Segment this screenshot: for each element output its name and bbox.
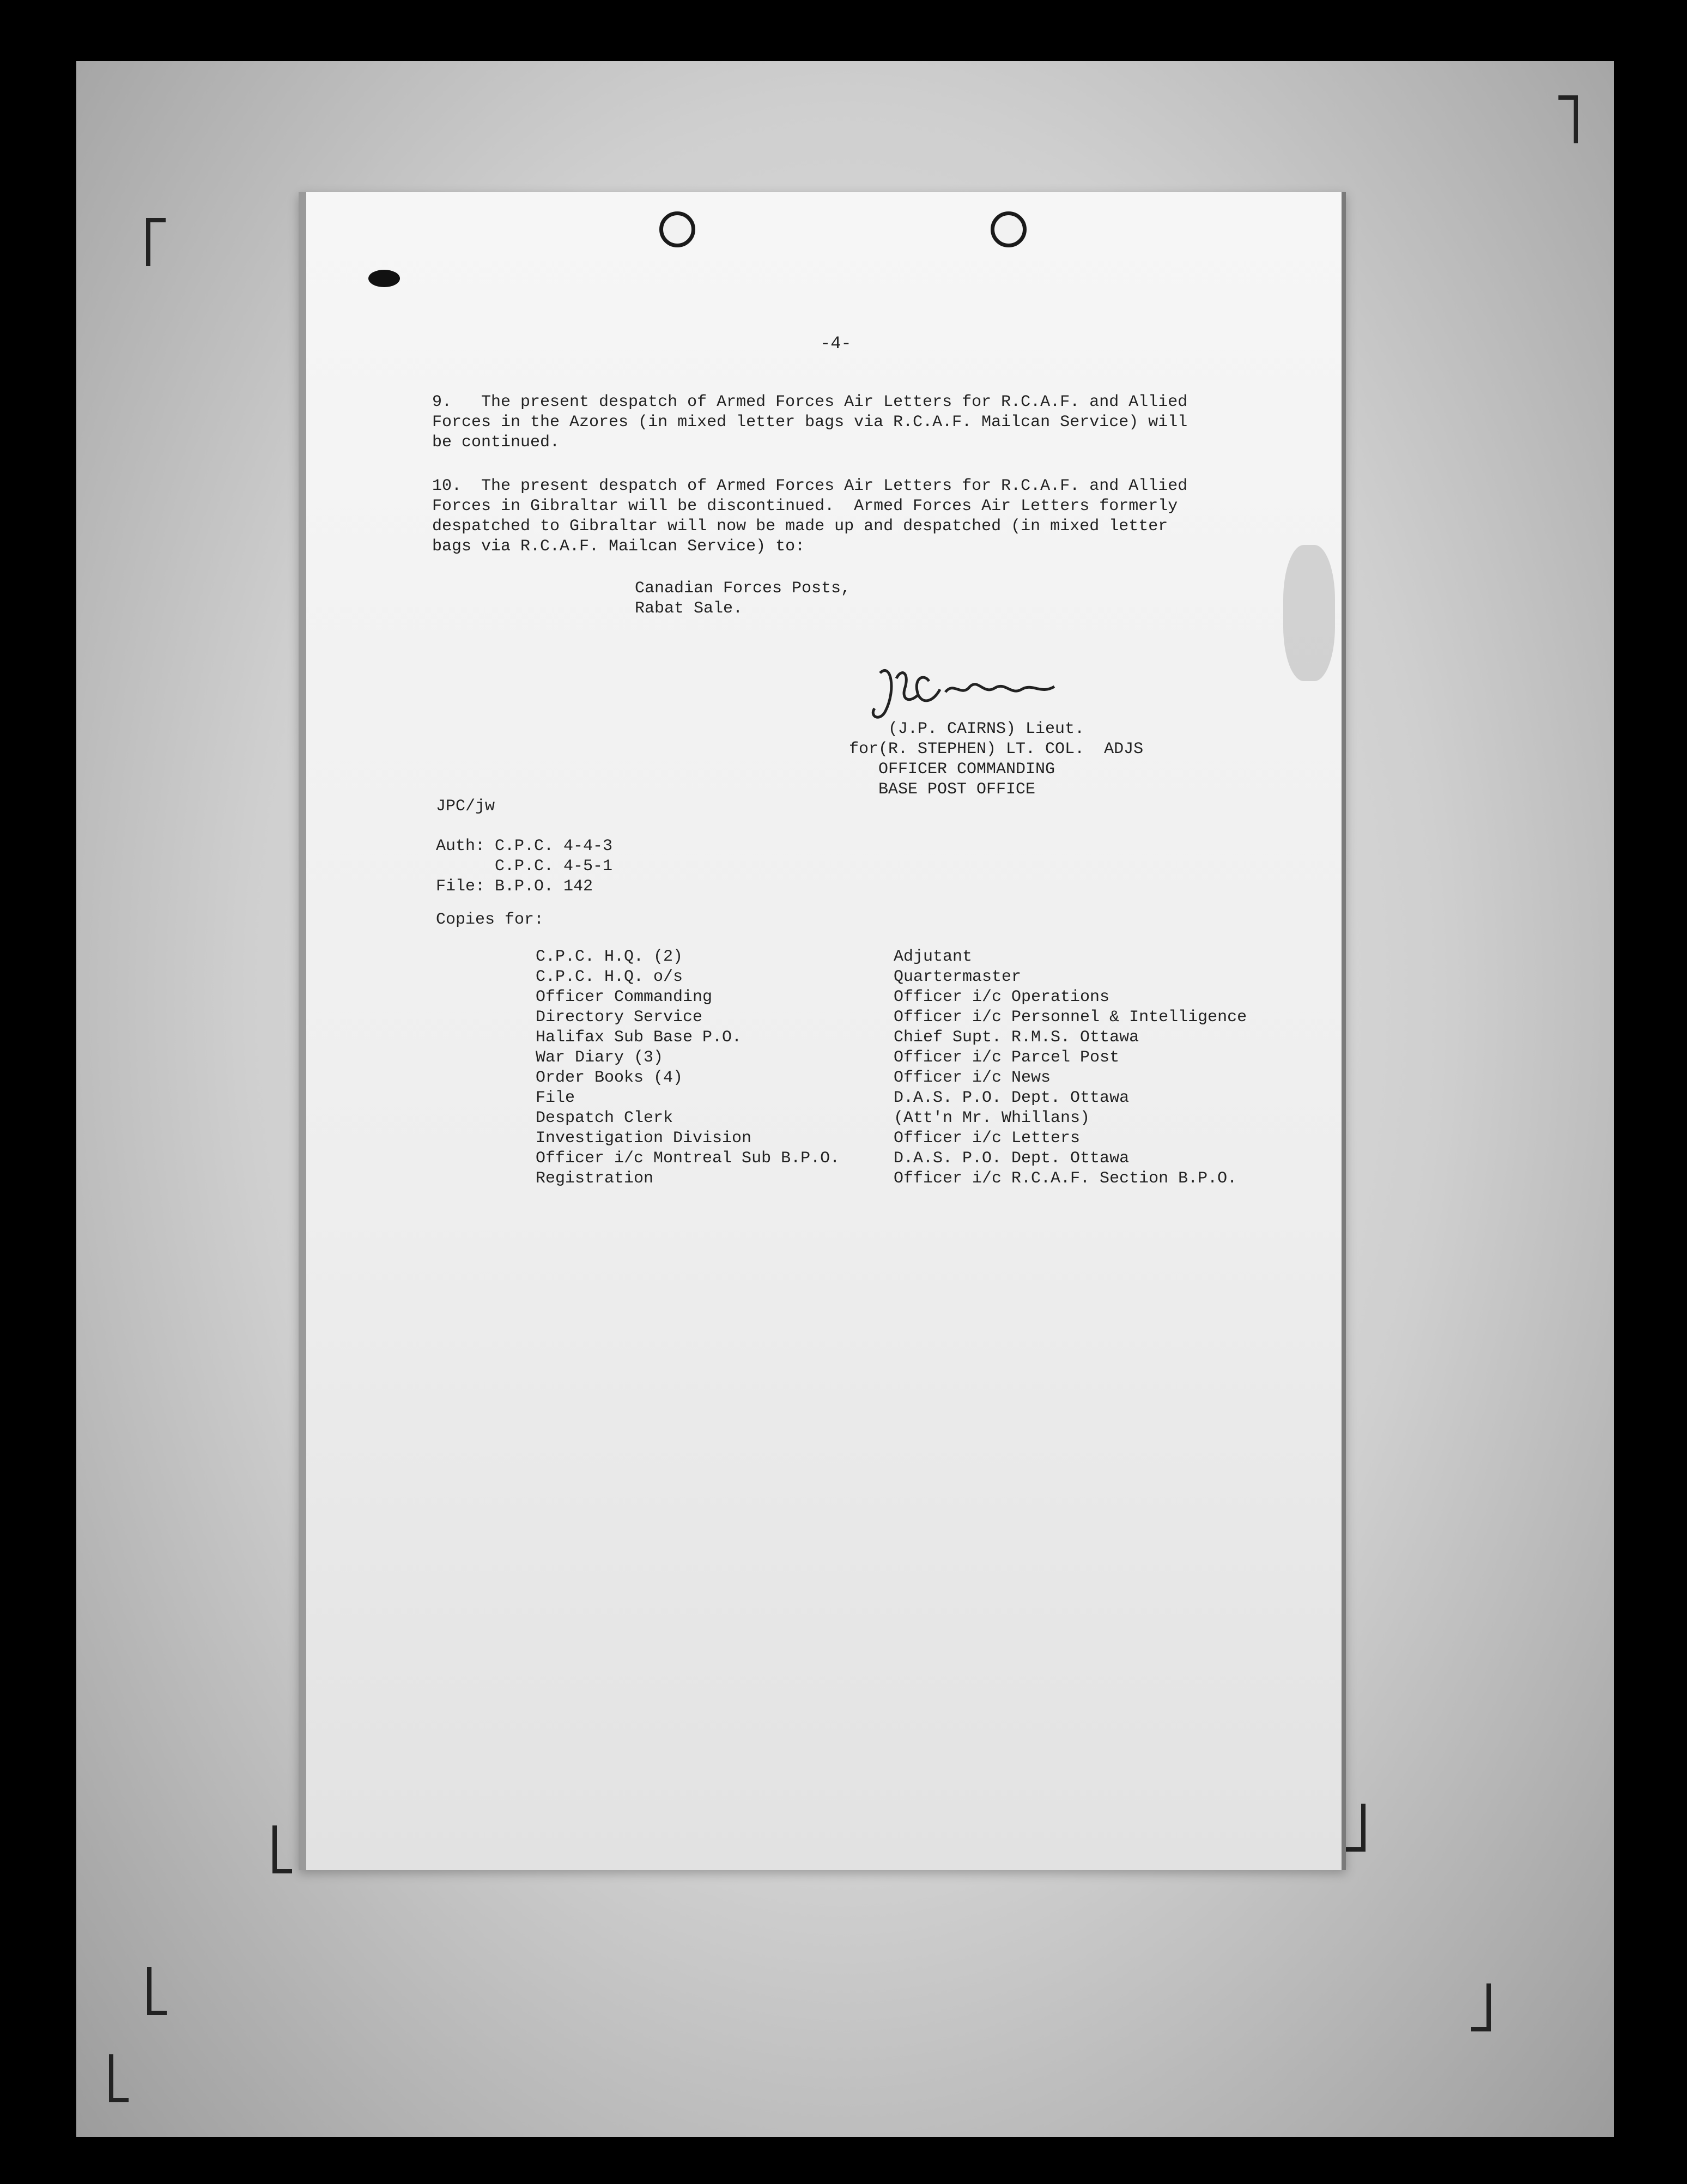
crop-mark-page-bottom-left: [272, 1825, 292, 1873]
copy-recipient: Directory Service: [536, 1008, 703, 1027]
copy-recipient: Chief Supt. R.M.S. Ottawa: [894, 1028, 1139, 1047]
copy-recipient: C.P.C. H.Q. (2): [536, 948, 683, 966]
copy-recipient: File: [536, 1089, 575, 1107]
paragraph-9: [432, 392, 1187, 453]
authority-line: C.P.C. 4-5-1: [436, 857, 613, 876]
crop-mark-page-bottom-right: [1346, 1804, 1366, 1852]
copy-recipient: Officer i/c Personnel & Intelligence: [894, 1008, 1247, 1027]
copy-recipient: Order Books (4): [536, 1069, 683, 1087]
copies-label: Copies for:: [436, 911, 544, 929]
copy-recipient: Halifax Sub Base P.O.: [536, 1028, 742, 1047]
destination-line: Canadian Forces Posts,: [635, 579, 851, 598]
authority-references: [436, 836, 612, 897]
destination-line: Rabat Sale.: [635, 599, 743, 618]
copy-recipient: War Diary (3): [536, 1048, 664, 1067]
crop-mark-top-left: [146, 218, 166, 266]
signature-line: BASE POST OFFICE: [849, 780, 1036, 799]
paragraph-10-line: despatched to Gibraltar will now be made up and despatched (in mixed letter: [432, 517, 1168, 536]
signature-line: OFFICER COMMANDING: [849, 760, 1055, 779]
tape-smudge: [1283, 545, 1335, 681]
punch-hole-left: [659, 211, 695, 247]
copies-list-left: [536, 947, 840, 1189]
copy-recipient: C.P.C. H.Q. o/s: [536, 968, 683, 986]
crop-mark-bottom-right: [1471, 1983, 1491, 2031]
paragraph-10-line: bags via R.C.A.F. Mailcan Service) to:: [432, 537, 805, 556]
copy-recipient: Registration: [536, 1169, 654, 1188]
destination-address: [635, 579, 851, 619]
paragraph-10: [432, 476, 1187, 557]
paragraph-10-line: 10. The present despatch of Armed Forces Air Letters for R.C.A.F. and Allied: [432, 477, 1188, 495]
crop-mark-bottom-left: [147, 1967, 167, 2015]
authority-line: File: B.P.O. 142: [436, 877, 593, 896]
copy-recipient: Officer Commanding: [536, 988, 713, 1006]
copy-recipient: D.A.S. P.O. Dept. Ottawa: [894, 1089, 1130, 1107]
copy-recipient: Officer i/c Operations: [894, 988, 1110, 1006]
paragraph-10-line: Forces in Gibraltar will be discontinued. Armed Forces Air Letters formerly: [432, 497, 1178, 515]
paragraph-9-line: be continued.: [432, 433, 560, 452]
copy-recipient: Quartermaster: [894, 968, 1022, 986]
signature-line: for(R. STEPHEN) LT. COL. ADJS: [849, 740, 1144, 759]
handwritten-signature: [858, 657, 1082, 727]
copy-recipient: (Att'n Mr. Whillans): [894, 1109, 1090, 1127]
copy-recipient: Adjutant: [894, 948, 973, 966]
copy-recipient: Officer i/c Montreal Sub B.P.O.: [536, 1149, 840, 1168]
copies-list-right: [894, 947, 1247, 1189]
copy-recipient: Officer i/c News: [894, 1069, 1051, 1087]
crop-mark-bottom-left-outer: [109, 2054, 129, 2102]
copy-recipient: Officer i/c Letters: [894, 1129, 1081, 1148]
signature-line: (J.P. CAIRNS) Lieut.: [849, 720, 1085, 738]
punch-hole-right: [991, 211, 1027, 247]
copy-recipient: Investigation Division: [536, 1129, 752, 1148]
authority-line: Auth: C.P.C. 4-4-3: [436, 837, 613, 856]
ink-blot: [368, 270, 400, 287]
crop-mark-top-right: [1558, 95, 1578, 143]
paragraph-9-line: 9. The present despatch of Armed Forces Air Letters for R.C.A.F. and Allied: [432, 393, 1188, 411]
copy-recipient: Despatch Clerk: [536, 1109, 673, 1127]
copy-recipient: Officer i/c Parcel Post: [894, 1048, 1120, 1067]
copy-recipient: Officer i/c R.C.A.F. Section B.P.O.: [894, 1169, 1237, 1188]
copy-recipient: D.A.S. P.O. Dept. Ottawa: [894, 1149, 1130, 1168]
signature-block: [849, 719, 1143, 800]
page-number: -4-: [820, 333, 852, 354]
paragraph-9-line: Forces in the Azores (in mixed letter bags via R.C.A.F. Mailcan Service) will: [432, 413, 1188, 432]
reference-initials: JPC/jw: [436, 797, 495, 816]
